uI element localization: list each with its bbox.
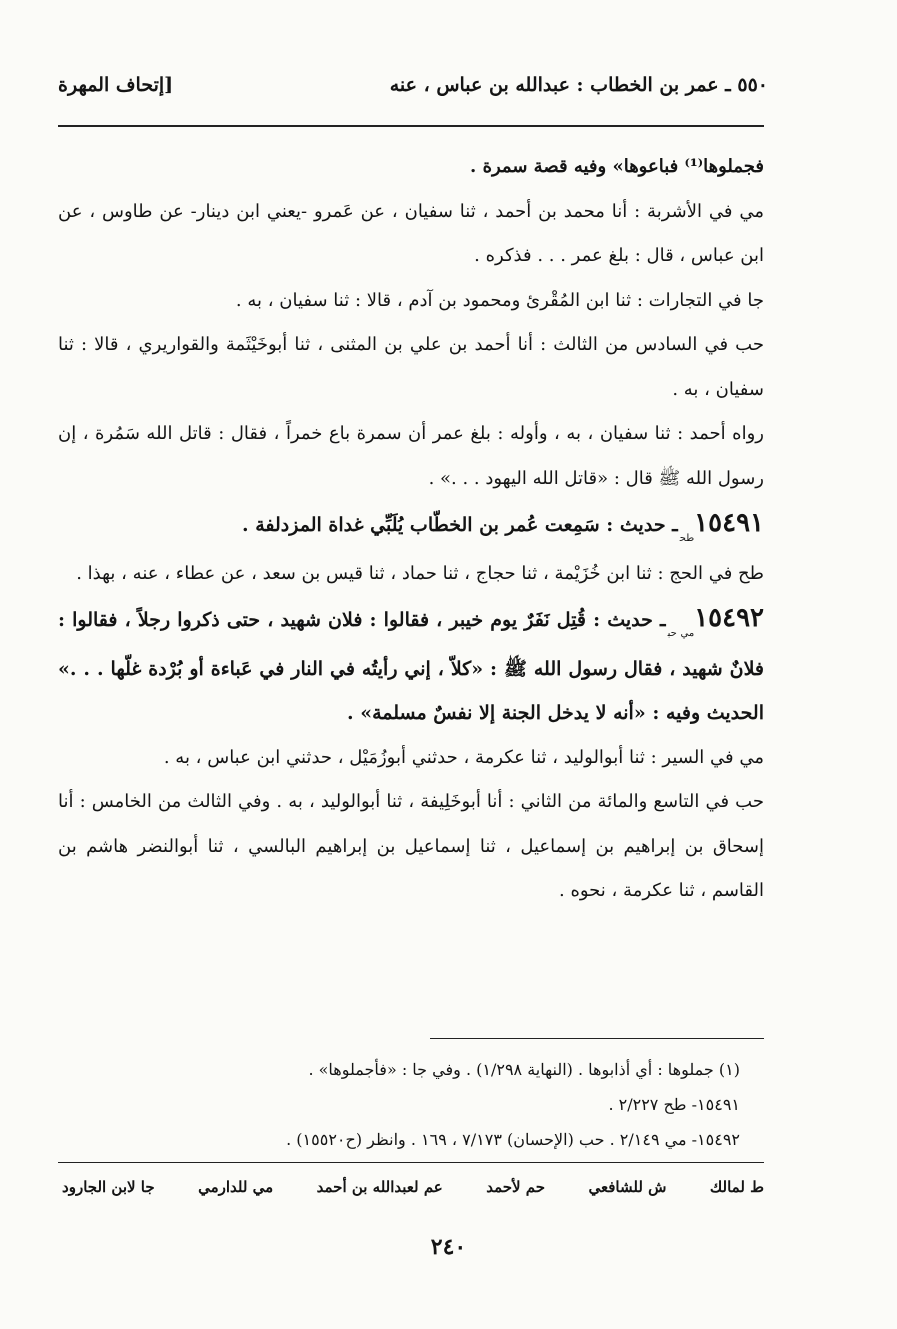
hadith-15491	[58, 501, 764, 552]
abbrev-item: حم لأحمد	[486, 1178, 546, 1196]
paragraph-3: جا في التجارات : ثنا ابن المُقْرئ ومحمود بن آدم ، قالا : ثنا سفيان ، به .	[235, 289, 764, 311]
page-number: ٢٤٠	[430, 1234, 467, 1260]
paragraph-5: رواه أحمد : ثنا سفيان ، به ، وأوله : بلغ عمر أن سمرة باع خمراً ، فقال : قاتل الله سَمُرة ، إن رسول الله ﷺ قال : «قاتل الله اليهود . . .» .	[58, 423, 764, 489]
footnotes	[120, 1052, 740, 1157]
hadith-title: ـ حديث : سَمِعت عُمر بن الخطّاب يُلَبِّي غداة المزدلفة .	[241, 514, 678, 536]
paragraph-7: مي في السير : ثنا أبوالوليد ، ثنا عكرمة ، حدثني أبوزُمَيْل ، حدثني ابن عباس ، به .	[163, 746, 764, 768]
running-header	[58, 74, 768, 108]
abbreviations-rule	[58, 1162, 764, 1163]
abbrev-item: مي للدارمي	[198, 1178, 274, 1196]
abbrev-item: ط لمالك	[709, 1178, 764, 1196]
paragraph-6: طح في الحج : ثنا ابن خُزَيْمة ، ثنا حجاج ، ثنا حماد ، ثنا قيس بن سعد ، عن عطاء ، عنه ، بهذا .	[76, 562, 764, 584]
header-chapter-title: ٥٥٠ ـ عمر بن الخطاب : عبدالله بن عباس ، عنه	[389, 74, 768, 96]
header-book-title: [إتحاف المهرة	[58, 74, 174, 96]
footnote-rule	[430, 1038, 764, 1039]
hadith-title: ـ حديث : قُتِل نَفَرٌ يوم خيبر ، فقالوا : فلان شهيد ، حتى ذكروا رجلاً ، فقالوا : فلانٌ شهيد ، فقال رسول الله ﷺ : «كلاّ ، إني رأيتُه في النار في عَباءة أو بُرْدة غلّها . . .» الحديث وفيه : «أنه لا يدخل الجنة إلا نفسٌ مسلمة» .	[58, 609, 764, 724]
paragraph-4: حب في السادس من الثالث : أنا أحمد بن علي بن المثنى ، ثنا أبوخَيْثَمة والقواريري ، قالا : ثنا سفيان ، به .	[58, 334, 764, 400]
header-rule	[58, 125, 764, 127]
footnote-3: ١٥٤٩٢- مي ٢/١٤٩ . حب (الإحسان) ٧/١٧٣ ، ١٦٩ . وانظر (ح١٥٥٢٠) .	[286, 1130, 740, 1149]
abbreviations-key	[62, 1178, 764, 1196]
footnote-2: ١٥٤٩١- طح ٢/٢٢٧ .	[608, 1095, 740, 1114]
abbrev-item: جا لابن الجارود	[62, 1178, 155, 1196]
hadith-siglum: مي حب	[667, 628, 695, 639]
hadith-number: ١٥٤٩١	[694, 508, 764, 538]
footnote-1: (١) جملوها : أي أذابوها . (النهاية ١/٢٩٨) . وفي جا : «فأجملوها» .	[308, 1060, 740, 1079]
hadith-siglum: طح	[679, 533, 695, 544]
paragraph-1: فجملوها⁽¹⁾ فباعوها» وفيه قصة سمرة .	[470, 156, 764, 177]
hadith-number: ١٥٤٩٢	[694, 603, 765, 633]
paragraph-8: حب في التاسع والمائة من الثاني : أنا أبوخَلِيفة ، ثنا أبوالوليد ، به . وفي الثالث من الخامس : أنا إسحاق بن إبراهيم بن إسماعيل ، ثنا إسماعيل بن إبراهيم البالسي ، ثنا أبوالنضر هاشم بن القاسم ، ثنا عكرمة ، نحوه .	[58, 791, 764, 901]
abbrev-item: ش للشافعي	[588, 1178, 667, 1196]
hadith-15492	[58, 596, 764, 736]
main-text	[58, 145, 764, 914]
abbrev-item: عم لعبدالله بن أحمد	[316, 1178, 443, 1196]
paragraph-2: مي في الأشربة : أنا محمد بن أحمد ، ثنا سفيان ، عن عَمرو -يعني ابن دينار- عن طاوس ، عن ابن عباس ، قال : بلغ عمر . . . فذكره .	[58, 200, 764, 266]
